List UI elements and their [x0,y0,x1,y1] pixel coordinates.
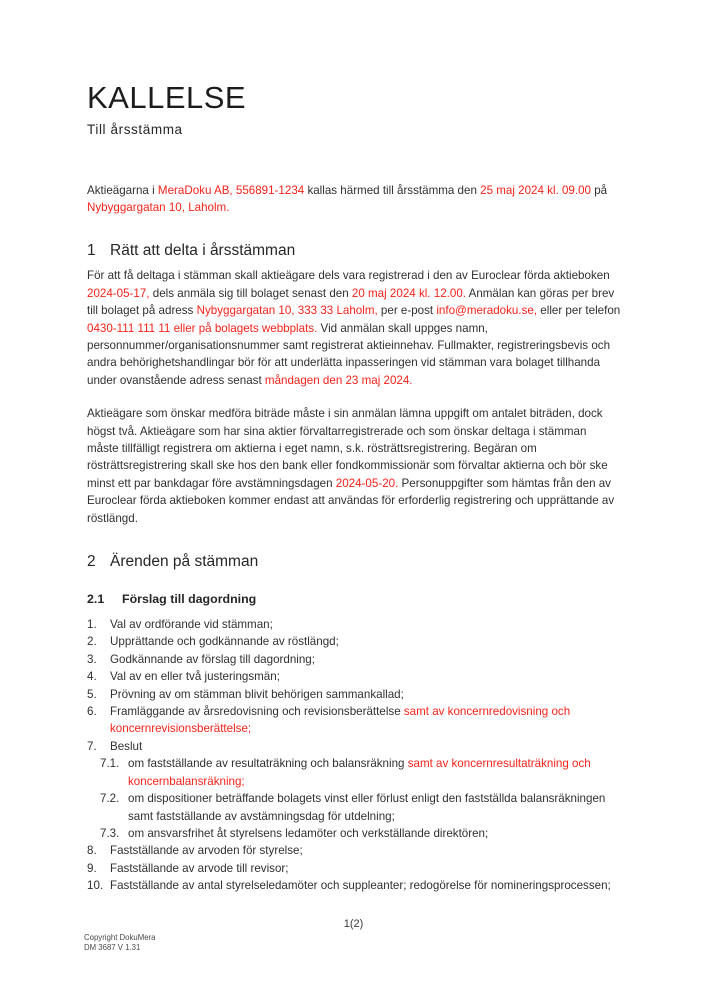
subsection-heading-text: Förslag till dagordning [122,592,257,607]
list-item-text [110,703,621,738]
text-segment: Fastställande av arvode till revisor; [110,861,289,875]
section-2-heading [87,552,621,572]
text-segment: om dispositioner beträffande bolagets vinst eller förlust enligt den fastställda balansräkningen samt fastställande av avstämningsdag för utdelning; [128,792,606,823]
list-item [87,616,621,633]
subsection-number: 2.1 [87,592,105,607]
red-text-segment: måndagen den 23 maj 2024. [264,373,413,387]
list-item-number: 8. [87,844,97,858]
text-segment: per e-post [377,304,437,318]
list-item-text [128,755,621,790]
copyright-notice [84,933,156,953]
list-item-text [110,616,621,633]
intro-paragraph [87,182,621,217]
list-item-number: 7.2. [100,792,120,806]
list-item [87,668,621,685]
text-segment: Personuppgifter som hämtas från den av Euroclear förda aktieboken kommer endast att användas för erforderlig registrering och upprättande av röstlängd. [87,476,615,525]
red-text-segment: MeraDoku AB, 556891-1234 [157,183,305,197]
list-item-number: 4. [87,670,97,684]
copyright-line-2: DM 3687 V 1.31 [84,943,141,952]
list-item-number: 1. [87,618,97,632]
text-segment: kallas härmed till årsstämma den [304,183,481,197]
section-number: 2 [87,553,96,571]
red-text-segment: 2024-05-17, [87,286,150,300]
list-item-number: 9. [87,861,97,875]
list-item-number: 3. [87,652,97,666]
red-text-segment: 0430-111 111 11 eller på bolagets webbplats. [87,321,318,335]
list-item [87,651,621,668]
document-title: KALLELSE [87,80,247,115]
list-subitem [87,790,621,825]
red-text-segment: samt av koncernredovisning och koncernrevisionsberättelse; [110,705,571,736]
list-item [87,860,621,877]
text-segment: Prövning av om stämman blivit behörigen sammankallad; [110,687,404,701]
list-item-text [110,686,621,703]
subsection-2-1-heading [87,591,621,607]
list-item [87,633,621,650]
section-1-heading [87,241,621,261]
list-item-text [110,633,621,650]
list-item-text [110,668,621,685]
text-segment: Upprättande och godkännande av röstlängd; [110,635,339,649]
text-segment: Godkännande av förslag till dagordning; [110,652,315,666]
red-text-segment: samt av koncernresultaträkning och koncernbalansräkning; [128,757,591,788]
red-text-segment: 25 maj 2024 kl. 09.00 [480,183,591,197]
list-item-text [110,860,621,877]
red-text-segment: 20 maj 2024 kl. 12.00. [351,286,466,300]
text-segment: om ansvarsfrihet åt styrelsens ledamöter och verkställande direktören; [128,826,489,840]
list-item [87,738,621,755]
list-item-number: 2. [87,635,97,649]
agenda-list [87,616,621,895]
list-item-text [128,825,621,842]
red-text-segment: 2024-05-20. [335,476,399,490]
list-item-number: 7.1. [100,757,120,771]
list-item-number: 10. [87,879,104,893]
text-segment: Fastställande av antal styrelseledamöter och suppleanter; redogörelse för nomineringsprocessen; [110,879,611,893]
document-subtitle: Till årsstämma [87,121,183,137]
section-number: 1 [87,242,96,260]
red-text-segment: Nybyggargatan 10, Laholm. [87,200,230,214]
red-text-segment: Nybyggargatan 10, 333 33 Laholm, [196,304,378,318]
copyright-line-1: Copyright DokuMera [84,933,156,942]
list-item-number: 7.3. [100,826,120,840]
list-item [87,877,621,894]
section-heading-text: Rätt att delta i årsstämman [110,242,296,260]
page-number: 1(2) [343,918,364,930]
list-item-text [110,651,621,668]
text-segment: Val av en eller två justeringsmän; [110,670,280,684]
list-item-text [110,877,621,894]
section-1-paragraph-2 [87,405,621,527]
text-segment: Framläggande av årsredovisning och revisionsberättelse [110,705,404,719]
list-item-number: 6. [87,705,97,719]
list-item [87,703,621,738]
list-item-text [128,790,621,825]
text-segment: Aktieägare som önskar medföra biträde måste i sin anmälan lämna uppgift om antalet biträden, dock högst två. Aktieägare som har sina aktier förvaltarregistrerade och som önskar deltaga i stämman måste tillfälligt registrera om aktierna i eget namn, s.k. rösträttsregistrering. Begäran om rösträttsregistrering skall ske hos den bank eller fondkommissionär som förvaltar aktierna och bör ske minst ett par bankdagar före avstämningsdagen [87,407,608,490]
text-segment: Beslut [110,739,143,753]
section-heading-text: Ärenden på stämman [110,553,259,571]
text-segment: dels anmäla sig till bolaget senast den [149,286,352,300]
text-segment: eller per telefon [537,304,621,318]
text-segment: Aktieägarna i [87,183,158,197]
list-item-number: 7. [87,739,97,753]
list-item [87,842,621,859]
list-subitem [87,755,621,790]
text-segment: på [591,183,608,197]
list-item-text [110,842,621,859]
text-segment: om fastställande av resultaträkning och balansräkning [128,757,408,771]
text-segment: Vid anmälan skall uppges namn, personnummer/organisationsnummer samt registrerat aktieinnehav. Fullmakter, registreringsbevis och andra behörighetshandlingar bör för att underlätta inpasseringen vid stämman vara bolaget tillhanda under ovanstående adress senast [87,321,611,387]
text-segment: Val av ordförande vid stämman; [110,618,273,632]
list-subitem [87,825,621,842]
list-item [87,686,621,703]
text-segment: För att få deltaga i stämman skall aktieägare dels vara registrerad i den av Euroclear förda aktieboken [87,269,610,283]
text-segment: Anmälan kan göras per brev till bolaget på adress [87,286,615,318]
red-text-segment: info@meradoku.se, [436,304,538,318]
section-1-paragraph-1 [87,267,621,389]
text-segment: Fastställande av arvoden för styrelse; [110,844,303,858]
list-item-text [110,738,621,755]
list-item-number: 5. [87,687,97,701]
